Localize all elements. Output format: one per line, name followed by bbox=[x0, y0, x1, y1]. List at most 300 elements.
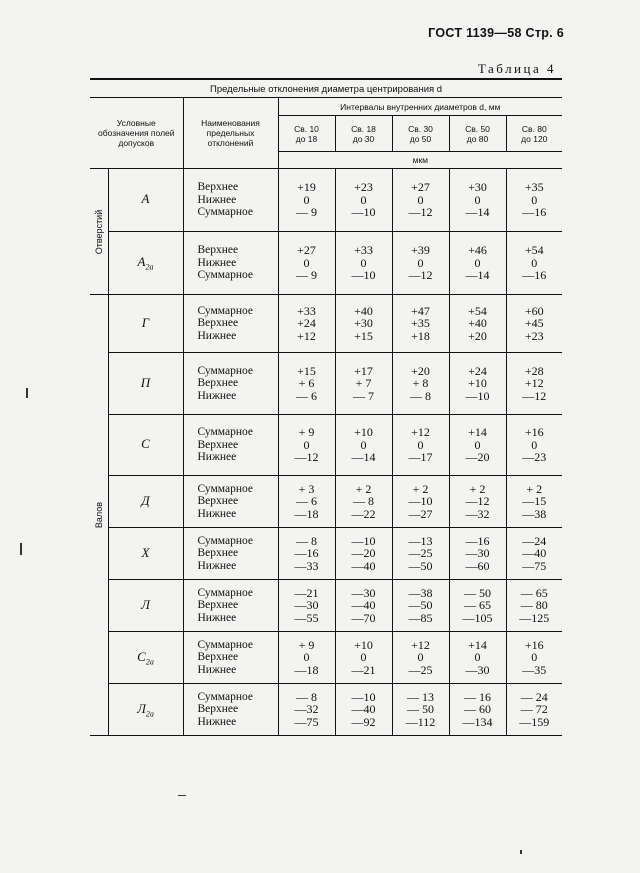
deviation-value: — 65 bbox=[464, 598, 491, 613]
deviation-value: +45 bbox=[524, 316, 544, 331]
deviation-value: +17 bbox=[354, 363, 373, 378]
value-cell bbox=[335, 684, 392, 736]
deviation-name: Верхнее bbox=[197, 495, 239, 508]
interval-from: Св. 30 bbox=[408, 123, 433, 134]
interval-to: до 80 bbox=[466, 133, 489, 144]
deviation-value: — 50 bbox=[464, 585, 491, 600]
deviation-value: +40 bbox=[468, 316, 487, 331]
deviation-value: + 3 bbox=[298, 481, 315, 496]
deviation-name: Верхнее bbox=[197, 317, 239, 330]
deviation-value: —112 bbox=[405, 714, 436, 729]
value-cell bbox=[392, 528, 449, 580]
interval-header bbox=[506, 116, 562, 152]
symbol-letter: Г bbox=[141, 314, 150, 330]
value-cell bbox=[506, 415, 562, 476]
deviation-value: — 13 bbox=[407, 689, 434, 704]
deviation-value: —16 bbox=[522, 205, 547, 220]
deviation-names bbox=[183, 232, 278, 295]
deviation-value: — 6 bbox=[296, 388, 317, 403]
deviation-value: —10 bbox=[351, 533, 376, 548]
deviation-value: —70 bbox=[351, 610, 376, 625]
deviation-value: —10 bbox=[465, 388, 490, 403]
interval-to: до 50 bbox=[409, 133, 432, 144]
deviation-value: 0 bbox=[474, 255, 481, 270]
deviation-value: —30 bbox=[294, 598, 319, 613]
deviation-name: Верхнее bbox=[197, 547, 239, 560]
value-cell bbox=[506, 353, 562, 415]
deviation-value: +27 bbox=[411, 180, 430, 195]
deviation-value: —18 bbox=[294, 506, 319, 521]
deviation-value: +10 bbox=[354, 637, 373, 652]
deviation-name: Суммарное bbox=[197, 690, 253, 703]
deviation-value: —55 bbox=[294, 610, 319, 625]
deviation-name: Нижнее bbox=[197, 451, 237, 464]
value-cell bbox=[392, 415, 449, 476]
deviation-value: — 80 bbox=[520, 598, 548, 613]
tolerance-symbol bbox=[108, 415, 183, 476]
value-cell bbox=[392, 580, 449, 632]
scan-speck bbox=[20, 543, 22, 555]
deviation-value: —30 bbox=[351, 585, 376, 600]
value-cell bbox=[335, 476, 392, 528]
value-cell bbox=[278, 232, 335, 295]
value-cell bbox=[449, 580, 506, 632]
deviation-name: Нижнее bbox=[197, 715, 237, 728]
symbol-letter: Д bbox=[141, 492, 150, 508]
group-label-text: Отверстий bbox=[93, 209, 104, 254]
deviation-value: +33 bbox=[297, 303, 316, 318]
table-row bbox=[90, 632, 562, 684]
value-cell bbox=[449, 684, 506, 736]
deviation-value: +35 bbox=[524, 180, 544, 195]
deviation-name: Верхнее bbox=[197, 599, 239, 612]
deviation-name: Нижнее bbox=[197, 389, 237, 402]
deviation-value: —134 bbox=[462, 714, 493, 729]
deviation-value: —23 bbox=[522, 450, 547, 465]
deviation-value: —27 bbox=[408, 506, 433, 521]
value-cell bbox=[506, 295, 562, 353]
interval-to: до 120 bbox=[521, 133, 548, 144]
value-cell bbox=[449, 295, 506, 353]
deviation-value: —12 bbox=[522, 388, 547, 403]
deviation-value: + 9 bbox=[298, 637, 315, 652]
value-cell bbox=[449, 415, 506, 476]
deviation-value: +14 bbox=[468, 425, 487, 440]
value-cell bbox=[335, 295, 392, 353]
deviation-value: —32 bbox=[465, 506, 490, 521]
table-row bbox=[90, 580, 562, 632]
deviation-value: +20 bbox=[468, 328, 487, 343]
deviation-value: +16 bbox=[524, 637, 544, 652]
deviation-value: 0 bbox=[417, 650, 424, 665]
deviation-value: —40 bbox=[522, 546, 547, 561]
deviation-name: Верхнее bbox=[197, 438, 239, 451]
deviation-names bbox=[183, 353, 278, 415]
deviation-value: +10 bbox=[354, 425, 373, 440]
deviation-value: + 2 bbox=[469, 481, 486, 496]
interval-from: Св. 10 bbox=[294, 123, 319, 134]
symbol-subscript: 2a bbox=[145, 262, 154, 272]
value-cell bbox=[449, 232, 506, 295]
deviation-value: —24 bbox=[522, 533, 547, 548]
value-cell bbox=[392, 169, 449, 232]
deviation-value: 0 bbox=[360, 437, 367, 452]
table-row bbox=[90, 476, 562, 528]
interval-to: до 30 bbox=[352, 133, 375, 144]
deviation-value: +30 bbox=[468, 180, 487, 195]
symbol-subscript: 2a bbox=[145, 709, 154, 719]
deviation-value: +39 bbox=[411, 243, 430, 258]
deviation-value: —16 bbox=[522, 268, 547, 283]
table-row bbox=[90, 232, 562, 295]
deviation-value: —13 bbox=[408, 533, 433, 548]
deviation-value: —12 bbox=[408, 205, 433, 220]
value-cell bbox=[392, 295, 449, 353]
value-cell bbox=[449, 476, 506, 528]
deviation-value: + 2 bbox=[355, 481, 372, 496]
deviation-names bbox=[183, 169, 278, 232]
deviation-value: —92 bbox=[351, 714, 376, 729]
deviation-value: — 6 bbox=[296, 494, 317, 509]
deviation-value: — 16 bbox=[464, 689, 491, 704]
symbol-letter: С bbox=[137, 648, 146, 664]
symbol-letter: Х bbox=[141, 544, 150, 560]
deviation-value: —105 bbox=[462, 610, 493, 625]
deviation-value: —16 bbox=[465, 533, 490, 548]
deviation-value: 0 bbox=[303, 255, 310, 270]
value-cell bbox=[278, 528, 335, 580]
deviation-value: +54 bbox=[468, 303, 487, 318]
deviation-value: —21 bbox=[294, 585, 319, 600]
deviation-value: 0 bbox=[417, 255, 424, 270]
deviation-name: Верхнее bbox=[197, 651, 239, 664]
deviation-value: 0 bbox=[417, 192, 424, 207]
scan-speck bbox=[520, 850, 522, 854]
deviation-value: —12 bbox=[465, 494, 490, 509]
deviation-value: +54 bbox=[524, 243, 544, 258]
deviation-value: —35 bbox=[522, 662, 547, 677]
deviation-value: —18 bbox=[294, 662, 319, 677]
tolerance-symbol bbox=[108, 169, 183, 232]
symbol-letter: Л bbox=[141, 596, 150, 612]
deviation-value: 0 bbox=[360, 255, 367, 270]
deviation-names bbox=[183, 295, 278, 353]
deviation-names bbox=[183, 632, 278, 684]
deviation-value: 0 bbox=[303, 650, 310, 665]
tolerance-symbol bbox=[108, 295, 183, 353]
deviation-name: Суммарное bbox=[197, 482, 253, 495]
interval-header bbox=[449, 116, 506, 152]
deviation-name: Нижнее bbox=[197, 559, 237, 572]
deviation-value: +20 bbox=[411, 363, 430, 378]
deviation-value: —75 bbox=[294, 714, 319, 729]
tolerance-symbol bbox=[108, 684, 183, 736]
deviation-value: +23 bbox=[524, 328, 544, 343]
table-row bbox=[90, 684, 562, 736]
deviation-name: Суммарное bbox=[197, 304, 253, 317]
value-cell bbox=[335, 353, 392, 415]
deviation-value: 0 bbox=[474, 650, 481, 665]
deviation-value: +10 bbox=[468, 376, 487, 391]
deviation-value: +14 bbox=[468, 637, 487, 652]
deviation-value: +30 bbox=[354, 316, 373, 331]
value-cell bbox=[506, 476, 562, 528]
deviation-value: — 60 bbox=[464, 702, 491, 717]
value-cell bbox=[506, 528, 562, 580]
deviation-names bbox=[183, 528, 278, 580]
deviation-value: +47 bbox=[411, 303, 430, 318]
deviation-name: Суммарное bbox=[197, 206, 253, 219]
value-cell bbox=[449, 169, 506, 232]
symbol-letter: Л bbox=[137, 700, 146, 716]
deviation-name: Верхнее bbox=[197, 703, 239, 716]
value-cell bbox=[392, 476, 449, 528]
tolerance-symbol bbox=[108, 632, 183, 684]
deviation-value: — 50 bbox=[407, 702, 434, 717]
value-cell bbox=[335, 232, 392, 295]
header-unit: мкм bbox=[278, 152, 562, 169]
header-intervals: Интервалы внутренних диаметров d, мм bbox=[278, 98, 562, 116]
deviation-name: Верхнее bbox=[197, 377, 239, 390]
value-cell bbox=[278, 580, 335, 632]
value-cell bbox=[506, 632, 562, 684]
deviation-value: —20 bbox=[465, 450, 490, 465]
deviation-name: Суммарное bbox=[197, 638, 253, 651]
deviation-value: +33 bbox=[354, 243, 373, 258]
value-cell bbox=[335, 528, 392, 580]
deviation-value: 0 bbox=[474, 192, 481, 207]
deviation-value: 0 bbox=[474, 437, 481, 452]
deviation-value: — 24 bbox=[520, 689, 548, 704]
deviation-value: 0 bbox=[360, 650, 367, 665]
deviation-value: +12 bbox=[411, 637, 430, 652]
value-cell bbox=[506, 684, 562, 736]
deviation-value: —14 bbox=[465, 268, 490, 283]
value-cell bbox=[278, 476, 335, 528]
deviation-name: Верхнее bbox=[197, 181, 239, 194]
deviation-value: +28 bbox=[524, 363, 544, 378]
deviation-value: —22 bbox=[351, 506, 376, 521]
value-cell bbox=[449, 632, 506, 684]
deviation-value: 0 bbox=[531, 650, 538, 665]
deviation-name: Нижнее bbox=[197, 507, 237, 520]
interval-to: до 18 bbox=[295, 133, 318, 144]
tolerance-symbol bbox=[108, 476, 183, 528]
deviation-value: +12 bbox=[524, 376, 544, 391]
tolerance-symbol bbox=[108, 232, 183, 295]
table-row bbox=[90, 353, 562, 415]
deviation-names bbox=[183, 476, 278, 528]
deviation-value: —25 bbox=[408, 662, 433, 677]
group-label bbox=[90, 169, 108, 295]
deviation-value: —40 bbox=[351, 702, 376, 717]
interval-from: Св. 18 bbox=[351, 123, 376, 134]
deviation-value: + 6 bbox=[298, 376, 315, 391]
value-cell bbox=[278, 169, 335, 232]
value-cell bbox=[506, 169, 562, 232]
deviation-value: —30 bbox=[465, 662, 490, 677]
deviation-value: +19 bbox=[297, 180, 316, 195]
table-row bbox=[90, 415, 562, 476]
value-cell bbox=[278, 353, 335, 415]
table-number: Таблица 4 bbox=[477, 61, 556, 76]
group-label-text: Валов bbox=[93, 501, 104, 529]
deviation-value: —15 bbox=[522, 494, 547, 509]
deviation-names bbox=[183, 415, 278, 476]
deviation-value: + 2 bbox=[526, 481, 543, 496]
value-cell bbox=[392, 232, 449, 295]
deviation-value: +40 bbox=[354, 303, 373, 318]
deviation-value: —30 bbox=[465, 546, 490, 561]
table-row bbox=[90, 528, 562, 580]
symbol-letter: A bbox=[137, 254, 146, 270]
deviation-value: — 8 bbox=[296, 533, 317, 548]
interval-header bbox=[278, 116, 335, 152]
value-cell bbox=[335, 415, 392, 476]
deviation-value: 0 bbox=[303, 437, 310, 452]
value-cell bbox=[278, 295, 335, 353]
value-cell bbox=[506, 232, 562, 295]
value-cell bbox=[335, 169, 392, 232]
symbol-letter: П bbox=[140, 374, 151, 390]
interval-from: Св. 80 bbox=[521, 123, 547, 134]
deviation-value: +46 bbox=[468, 243, 487, 258]
deviation-value: —10 bbox=[351, 205, 376, 220]
deviation-value: —12 bbox=[294, 450, 319, 465]
deviation-value: +16 bbox=[524, 425, 544, 440]
deviation-names bbox=[183, 684, 278, 736]
deviation-value: — 9 bbox=[296, 268, 317, 283]
deviation-value: —38 bbox=[408, 585, 433, 600]
header-deviation-names: Наименования предельных отклонений bbox=[183, 98, 278, 169]
deviation-value: —12 bbox=[408, 268, 433, 283]
deviation-name: Суммарное bbox=[197, 364, 253, 377]
deviation-value: +15 bbox=[354, 328, 373, 343]
deviation-value: 0 bbox=[360, 192, 367, 207]
deviation-value: 0 bbox=[531, 255, 538, 270]
group-label bbox=[90, 295, 108, 736]
deviation-value: — 8 bbox=[296, 689, 317, 704]
deviation-value: —159 bbox=[519, 714, 550, 729]
value-cell bbox=[335, 632, 392, 684]
deviation-value: + 8 bbox=[412, 376, 429, 391]
deviation-name: Нижнее bbox=[197, 193, 237, 206]
deviation-value: + 9 bbox=[298, 425, 315, 440]
deviation-value: —50 bbox=[408, 598, 433, 613]
deviation-value: 0 bbox=[417, 437, 424, 452]
deviation-names bbox=[183, 580, 278, 632]
deviation-name: Суммарное bbox=[197, 269, 253, 282]
deviation-value: —125 bbox=[519, 610, 550, 625]
value-cell bbox=[278, 632, 335, 684]
deviation-value: —14 bbox=[465, 205, 490, 220]
deviation-value: —60 bbox=[465, 558, 490, 573]
symbol-subscript: 2a bbox=[145, 657, 154, 667]
value-cell bbox=[278, 415, 335, 476]
deviation-value: —17 bbox=[408, 450, 433, 465]
deviation-value: —21 bbox=[351, 662, 376, 677]
table-row bbox=[90, 169, 562, 232]
interval-header bbox=[335, 116, 392, 152]
deviation-value: — 7 bbox=[353, 388, 374, 403]
deviation-value: +27 bbox=[297, 243, 316, 258]
deviation-value: —20 bbox=[351, 546, 376, 561]
deviation-name: Верхнее bbox=[197, 244, 239, 257]
deviation-value: +24 bbox=[297, 316, 316, 331]
deviation-name: Суммарное bbox=[197, 586, 253, 599]
header-tolerance-fields: Условные обозначения полей допусков bbox=[90, 98, 183, 169]
value-cell bbox=[278, 684, 335, 736]
symbol-letter: A bbox=[141, 191, 150, 207]
deviation-value: —33 bbox=[294, 558, 319, 573]
deviation-value: — 8 bbox=[410, 388, 431, 403]
deviation-table bbox=[90, 78, 562, 736]
deviation-value: — 72 bbox=[520, 702, 548, 717]
scan-speck bbox=[178, 795, 186, 796]
page-header: ГОСТ 1139—58 Стр. 6 bbox=[428, 26, 564, 40]
deviation-name: Суммарное bbox=[197, 534, 253, 547]
deviation-value: +35 bbox=[411, 316, 430, 331]
table-row bbox=[90, 295, 562, 353]
deviation-value: —40 bbox=[351, 558, 376, 573]
deviation-value: —10 bbox=[351, 268, 376, 283]
deviation-value: +15 bbox=[297, 363, 316, 378]
value-cell bbox=[449, 528, 506, 580]
deviation-value: 0 bbox=[531, 192, 538, 207]
deviation-value: —85 bbox=[408, 610, 433, 625]
interval-header bbox=[392, 116, 449, 152]
tolerance-symbol bbox=[108, 580, 183, 632]
deviation-value: +24 bbox=[468, 363, 487, 378]
deviation-value: —10 bbox=[351, 689, 376, 704]
deviation-value: +12 bbox=[411, 425, 430, 440]
value-cell bbox=[449, 353, 506, 415]
interval-from: Св. 50 bbox=[465, 123, 490, 134]
scan-speck bbox=[26, 388, 28, 398]
deviation-value: —40 bbox=[351, 598, 376, 613]
deviation-value: 0 bbox=[303, 192, 310, 207]
tolerance-symbol bbox=[108, 353, 183, 415]
deviation-value: + 2 bbox=[412, 481, 429, 496]
deviation-value: + 7 bbox=[355, 376, 372, 391]
deviation-name: Суммарное bbox=[197, 426, 253, 439]
deviation-name: Нижнее bbox=[197, 611, 237, 624]
deviation-value: —38 bbox=[522, 506, 547, 521]
deviation-value: — 65 bbox=[520, 585, 548, 600]
deviation-value: +60 bbox=[524, 303, 544, 318]
tolerance-symbol bbox=[108, 528, 183, 580]
deviation-value: — 8 bbox=[353, 494, 374, 509]
table-caption: Предельные отклонения диаметра центрирования d bbox=[90, 79, 562, 98]
deviation-value: —25 bbox=[408, 546, 433, 561]
symbol-letter: С bbox=[141, 436, 150, 452]
deviation-value: +12 bbox=[297, 328, 316, 343]
deviation-value: —75 bbox=[522, 558, 547, 573]
value-cell bbox=[335, 580, 392, 632]
deviation-value: —32 bbox=[294, 702, 319, 717]
value-cell bbox=[392, 684, 449, 736]
deviation-value: — 9 bbox=[296, 205, 317, 220]
value-cell bbox=[506, 580, 562, 632]
deviation-name: Нижнее bbox=[197, 256, 237, 269]
value-cell bbox=[392, 353, 449, 415]
deviation-value: +23 bbox=[354, 180, 373, 195]
deviation-value: —16 bbox=[294, 546, 319, 561]
value-cell bbox=[392, 632, 449, 684]
deviation-value: —14 bbox=[351, 450, 376, 465]
deviation-name: Нижнее bbox=[197, 663, 237, 676]
deviation-value: —10 bbox=[408, 494, 433, 509]
